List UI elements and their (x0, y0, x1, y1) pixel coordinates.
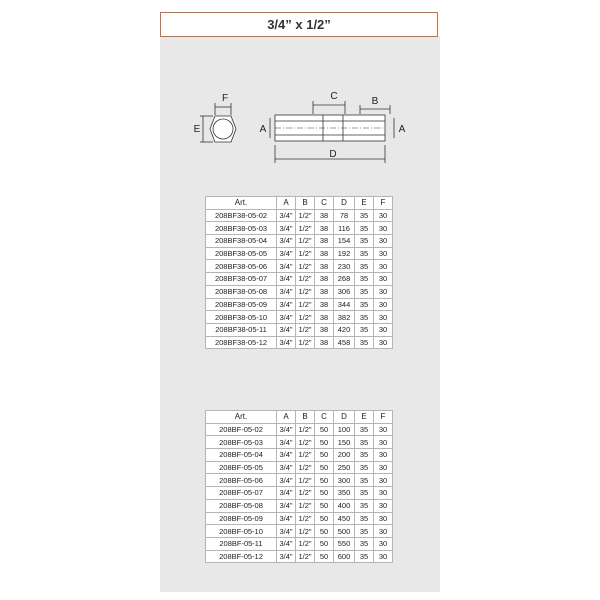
table-row (206, 247, 393, 260)
table-cell: 30 (374, 487, 393, 500)
table-cell: 50 (315, 449, 334, 462)
table-cell: 550 (334, 537, 355, 550)
table-cell: 3/4" (277, 285, 296, 298)
table-row (206, 235, 393, 248)
table-cell: 30 (374, 461, 393, 474)
table-cell: 1/2" (296, 323, 315, 336)
table-cell: 50 (315, 499, 334, 512)
table-cell: 50 (315, 512, 334, 525)
col-header-f: F (374, 411, 393, 424)
table-row (206, 311, 393, 324)
table-cell: 250 (334, 461, 355, 474)
table-cell: 3/4" (277, 273, 296, 286)
table-cell: 3/4" (277, 298, 296, 311)
table-cell: 38 (315, 247, 334, 260)
page-title: 3/4” x 1/2” (160, 12, 438, 37)
table-cell: 35 (355, 222, 374, 235)
table-cell: 600 (334, 550, 355, 563)
dim-label-a-right: A (398, 124, 406, 135)
table-cell: 458 (334, 336, 355, 349)
table-cell: 35 (355, 260, 374, 273)
table-cell: 35 (355, 323, 374, 336)
table-cell: 38 (315, 336, 334, 349)
table-cell: 35 (355, 423, 374, 436)
table-cell: 30 (374, 499, 393, 512)
table-cell: 35 (355, 550, 374, 563)
table-cell: 3/4" (277, 499, 296, 512)
col-header-a: A (277, 411, 296, 424)
table-cell: 1/2" (296, 247, 315, 260)
table-cell: 30 (374, 436, 393, 449)
table-cell: 1/2" (296, 260, 315, 273)
table-cell: 200 (334, 449, 355, 462)
table-cell: 208BF-05-07 (206, 487, 277, 500)
table-cell: 35 (355, 461, 374, 474)
table-cell: 208BF-05-11 (206, 537, 277, 550)
table-cell: 208BF38-05-04 (206, 235, 277, 248)
table-cell: 208BF38-05-02 (206, 209, 277, 222)
table-row (206, 499, 393, 512)
table-cell: 35 (355, 512, 374, 525)
table-cell: 208BF-05-06 (206, 474, 277, 487)
table-cell: 1/2" (296, 336, 315, 349)
table-cell: 50 (315, 436, 334, 449)
table-cell: 3/4" (277, 550, 296, 563)
table-cell: 35 (355, 474, 374, 487)
table-row (206, 525, 393, 538)
table-cell: 208BF38-05-05 (206, 247, 277, 260)
dim-label-c: C (330, 91, 338, 102)
table-header-row (206, 197, 393, 210)
table-cell: 38 (315, 235, 334, 248)
table-cell: 3/4" (277, 512, 296, 525)
table-cell: 208BF38-05-10 (206, 311, 277, 324)
table-cell: 3/4" (277, 323, 296, 336)
table-cell: 38 (315, 311, 334, 324)
table-cell: 35 (355, 273, 374, 286)
table-row (206, 436, 393, 449)
table-cell: 208BF-05-05 (206, 461, 277, 474)
table-cell: 208BF38-05-09 (206, 298, 277, 311)
col-header-a: A (277, 197, 296, 210)
table-cell: 1/2" (296, 311, 315, 324)
table-cell: 38 (315, 222, 334, 235)
table-row (206, 487, 393, 500)
col-header-d: D (334, 197, 355, 210)
table-cell: 3/4" (277, 260, 296, 273)
table-cell: 400 (334, 499, 355, 512)
table-cell: 3/4" (277, 247, 296, 260)
table-cell: 208BF-05-02 (206, 423, 277, 436)
table-cell: 30 (374, 525, 393, 538)
table-cell: 382 (334, 311, 355, 324)
table-cell: 1/2" (296, 423, 315, 436)
table-cell: 35 (355, 487, 374, 500)
table-cell: 38 (315, 209, 334, 222)
table-cell: 420 (334, 323, 355, 336)
table-cell: 30 (374, 474, 393, 487)
table-row (206, 323, 393, 336)
dim-label-e: E (193, 124, 201, 135)
table-cell: 3/4" (277, 525, 296, 538)
table-cell: 1/2" (296, 209, 315, 222)
table-row (206, 537, 393, 550)
table-cell: 50 (315, 461, 334, 474)
table-cell: 30 (374, 512, 393, 525)
table-cell: 306 (334, 285, 355, 298)
table-cell: 30 (374, 273, 393, 286)
table-cell: 208BF-05-12 (206, 550, 277, 563)
table-cell: 30 (374, 222, 393, 235)
table-cell: 208BF38-05-12 (206, 336, 277, 349)
table-cell: 35 (355, 449, 374, 462)
table-cell: 38 (315, 323, 334, 336)
table-cell: 30 (374, 423, 393, 436)
table-cell: 300 (334, 474, 355, 487)
table-cell: 450 (334, 512, 355, 525)
table-row (206, 260, 393, 273)
table-cell: 192 (334, 247, 355, 260)
table-cell: 35 (355, 499, 374, 512)
table-row (206, 474, 393, 487)
table-cell: 1/2" (296, 512, 315, 525)
table-cell: 3/4" (277, 311, 296, 324)
table-cell: 50 (315, 474, 334, 487)
table-row (206, 512, 393, 525)
table-cell: 3/4" (277, 222, 296, 235)
table-cell: 3/4" (277, 423, 296, 436)
table-cell: 208BF-05-08 (206, 499, 277, 512)
table-cell: 30 (374, 550, 393, 563)
table-cell: 208BF-05-03 (206, 436, 277, 449)
table-cell: 30 (374, 235, 393, 248)
table-cell: 208BF-05-09 (206, 512, 277, 525)
table-cell: 208BF-05-10 (206, 525, 277, 538)
table-cell: 3/4" (277, 436, 296, 449)
dim-label-b: B (371, 96, 379, 107)
col-header-c: C (315, 197, 334, 210)
table-cell: 30 (374, 209, 393, 222)
table-cell: 1/2" (296, 273, 315, 286)
table-cell: 1/2" (296, 499, 315, 512)
table-cell: 1/2" (296, 474, 315, 487)
table-cell: 30 (374, 336, 393, 349)
table-cell: 1/2" (296, 285, 315, 298)
table-cell: 38 (315, 298, 334, 311)
table-cell: 35 (355, 537, 374, 550)
table-cell: 30 (374, 247, 393, 260)
table-cell: 35 (355, 285, 374, 298)
col-header-f: F (374, 197, 393, 210)
table-cell: 1/2" (296, 525, 315, 538)
table-row (206, 298, 393, 311)
table-row (206, 461, 393, 474)
table-cell: 500 (334, 525, 355, 538)
table-cell: 50 (315, 537, 334, 550)
table-cell: 35 (355, 235, 374, 248)
table-cell: 3/4" (277, 235, 296, 248)
table-cell: 1/2" (296, 487, 315, 500)
table-cell: 50 (315, 423, 334, 436)
col-header-art: Art. (206, 197, 277, 210)
table-cell: 154 (334, 235, 355, 248)
table-cell: 1/2" (296, 235, 315, 248)
table-cell: 3/4" (277, 336, 296, 349)
table-row (206, 209, 393, 222)
table-cell: 38 (315, 273, 334, 286)
col-header-e: E (355, 197, 374, 210)
col-header-b: B (296, 411, 315, 424)
table-row (206, 423, 393, 436)
table-row (206, 336, 393, 349)
table-cell: 208BF38-05-08 (206, 285, 277, 298)
table-cell: 268 (334, 273, 355, 286)
table-cell: 50 (315, 525, 334, 538)
table-cell: 35 (355, 311, 374, 324)
table-cell: 78 (334, 209, 355, 222)
table-cell: 208BF38-05-07 (206, 273, 277, 286)
table-cell: 150 (334, 436, 355, 449)
col-header-e: E (355, 411, 374, 424)
table-cell: 3/4" (277, 461, 296, 474)
table-cell: 208BF38-05-06 (206, 260, 277, 273)
spec-table-38 (205, 196, 393, 349)
dim-label-f: F (221, 93, 229, 104)
col-header-c: C (315, 411, 334, 424)
table-cell: 50 (315, 487, 334, 500)
table-cell: 30 (374, 449, 393, 462)
table-cell: 208BF38-05-03 (206, 222, 277, 235)
table-cell: 1/2" (296, 449, 315, 462)
table-cell: 3/4" (277, 537, 296, 550)
table-cell: 230 (334, 260, 355, 273)
table-cell: 35 (355, 209, 374, 222)
end-view-circle (213, 119, 233, 139)
spec-table-50 (205, 410, 393, 563)
table-cell: 30 (374, 311, 393, 324)
dim-label-a-left: A (259, 124, 267, 135)
spec-table-38-body (206, 209, 393, 349)
table-cell: 344 (334, 298, 355, 311)
col-header-d: D (334, 411, 355, 424)
table-cell: 35 (355, 247, 374, 260)
table-cell: 3/4" (277, 487, 296, 500)
technical-drawing (195, 85, 415, 165)
table-row (206, 449, 393, 462)
table-cell: 1/2" (296, 222, 315, 235)
table-cell: 30 (374, 323, 393, 336)
table-cell: 208BF-05-04 (206, 449, 277, 462)
table-cell: 100 (334, 423, 355, 436)
table-cell: 208BF38-05-11 (206, 323, 277, 336)
table-cell: 50 (315, 550, 334, 563)
dim-label-d: D (329, 149, 337, 160)
spec-table-50-body (206, 423, 393, 563)
table-cell: 350 (334, 487, 355, 500)
table-row (206, 222, 393, 235)
table-cell: 30 (374, 260, 393, 273)
table-cell: 35 (355, 436, 374, 449)
table-cell: 35 (355, 525, 374, 538)
table-row (206, 550, 393, 563)
table-cell: 38 (315, 260, 334, 273)
table-cell: 30 (374, 537, 393, 550)
table-cell: 30 (374, 298, 393, 311)
table-cell: 3/4" (277, 449, 296, 462)
table-cell: 35 (355, 298, 374, 311)
table-header-row (206, 411, 393, 424)
table-cell: 3/4" (277, 209, 296, 222)
table-cell: 35 (355, 336, 374, 349)
table-row (206, 273, 393, 286)
col-header-art: Art. (206, 411, 277, 424)
table-cell: 1/2" (296, 537, 315, 550)
col-header-b: B (296, 197, 315, 210)
table-cell: 30 (374, 285, 393, 298)
table-cell: 1/2" (296, 461, 315, 474)
table-cell: 1/2" (296, 298, 315, 311)
table-cell: 3/4" (277, 474, 296, 487)
table-cell: 38 (315, 285, 334, 298)
table-cell: 1/2" (296, 436, 315, 449)
table-cell: 1/2" (296, 550, 315, 563)
table-cell: 116 (334, 222, 355, 235)
table-row (206, 285, 393, 298)
